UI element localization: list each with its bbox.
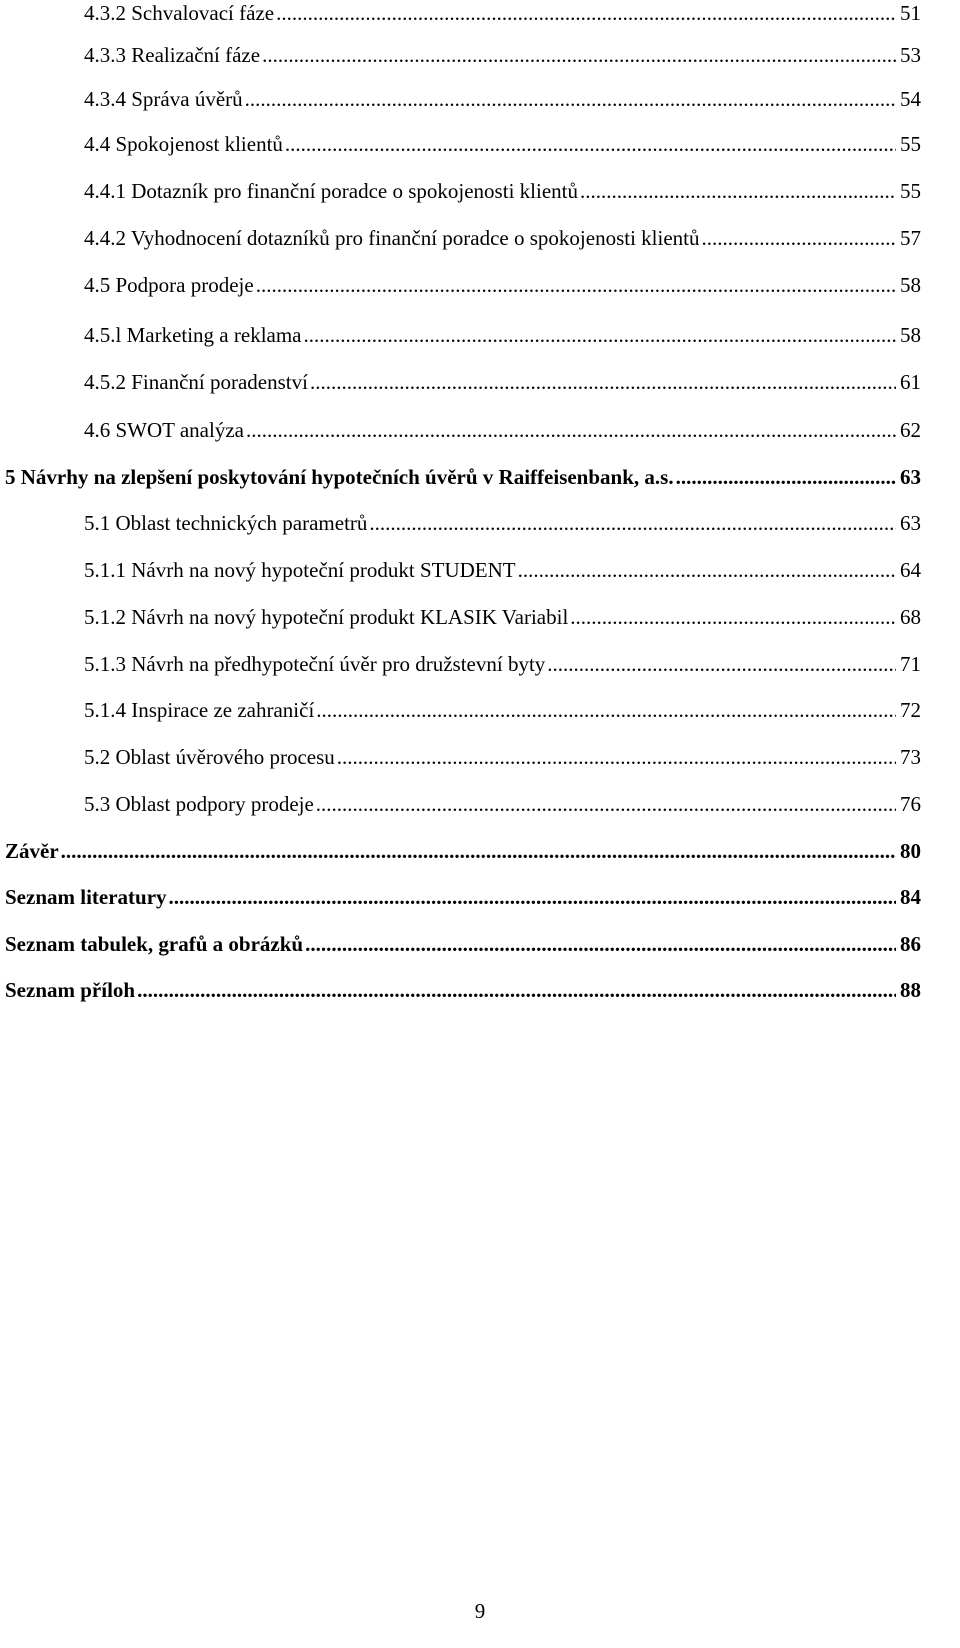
toc-entry-title: 4.5.l Marketing a reklama [84,323,302,347]
toc-entry-title: 5 Návrhy na zlepšení poskytování hypotečních úvěrů v Raiffeisenbank, a.s. [5,465,674,489]
toc-dot-leader [256,272,896,298]
toc-dot-leader [285,131,896,157]
toc-dot-leader [316,697,896,723]
toc-entry[interactable] [84,510,921,536]
toc-dot-leader [169,884,896,910]
toc-dot-leader [245,86,896,112]
toc-dot-leader [580,178,896,204]
toc-dot-leader [61,838,896,864]
toc-dot-leader [137,977,896,1003]
toc-entry-chapter[interactable] [5,884,921,910]
toc-dot-leader [304,322,896,348]
toc-entry-chapter[interactable] [5,838,921,864]
toc-entry-title: 4.4 Spokojenost klientů [84,132,283,156]
toc-entry[interactable] [84,86,921,112]
toc-entry-chapter[interactable] [5,464,921,490]
toc-entry-title: 4.3.3 Realizační fáze [84,43,261,67]
toc-entry[interactable] [84,272,921,298]
toc-entry[interactable] [84,42,921,68]
toc-entry-title: 4.3.4 Správa úvěrů [84,87,243,111]
toc-dot-leader [369,510,896,536]
toc-entry-title: 4.4.1 Dotazník pro finanční poradce o spokojenosti klientů [84,179,578,203]
toc-entry-title: 5.1 Oblast technických parametrů [84,511,368,535]
toc-entry-page: 64 [900,558,921,582]
toc-entry-title: Závěr [5,839,59,863]
toc-entry-chapter[interactable] [5,977,921,1003]
toc-entry-title: 5.1.1 Návrh na nový hypoteční produkt STUDENT [84,558,516,582]
toc-entry-title: 4.5.2 Finanční poradenství [84,370,308,394]
toc-dot-leader [305,931,896,957]
toc-entry-title: 5.1.4 Inspirace ze zahraničí [84,698,315,722]
toc-entry[interactable] [84,697,921,723]
toc-entry-title: 5.1.3 Návrh na předhypoteční úvěr pro družstevní byty [84,652,546,676]
toc-entry-page: 88 [900,978,921,1002]
toc-entry[interactable] [84,178,921,204]
toc-dot-leader [518,557,896,583]
toc-dot-leader [246,417,896,443]
toc-entry-page: 55 [900,132,921,156]
toc-entry-page: 62 [900,418,921,442]
toc-entry[interactable] [84,0,921,26]
toc-entry-title: 5.1.2 Návrh na nový hypoteční produkt KLASIK Variabil [84,605,569,629]
toc-dot-leader [337,744,896,770]
toc-entry-page: 68 [900,605,921,629]
toc-entry-title: Seznam tabulek, grafů a obrázků [5,932,304,956]
toc-entry[interactable] [84,322,921,348]
toc-dot-leader [276,0,896,26]
toc-dot-leader [570,604,896,630]
toc-entry-title: Seznam literatury [5,885,167,909]
toc-entry-title: 5.3 Oblast podpory prodeje [84,792,314,816]
toc-entry-page: 58 [900,273,921,297]
toc-entry[interactable] [84,225,921,251]
toc-dot-leader [702,225,897,251]
toc-entry-title: 4.5 Podpora prodeje [84,273,254,297]
toc-entry[interactable] [84,604,921,630]
toc-entry[interactable] [84,791,921,817]
toc-entry-title: 5.2 Oblast úvěrového procesu [84,745,335,769]
toc-entry-page: 86 [900,932,921,956]
toc-entry-title: 4.6 SWOT analýza [84,418,244,442]
toc-entry-page: 84 [900,885,921,909]
toc-entry-page: 53 [900,43,921,67]
toc-entry-page: 58 [900,323,921,347]
toc-dot-leader [316,791,896,817]
toc-entry-title: 4.4.2 Vyhodnocení dotazníků pro finanční poradce o spokojenosti klientů [84,226,700,250]
toc-entry[interactable] [84,651,921,677]
toc-entry-chapter[interactable] [5,931,921,957]
toc-entry-page: 76 [900,792,921,816]
toc-entry[interactable] [84,744,921,770]
toc-entry-page: 54 [900,87,921,111]
toc-entry-page: 63 [900,511,921,535]
toc-entry-page: 80 [900,839,921,863]
toc-dot-leader [676,464,896,490]
toc-entry[interactable] [84,131,921,157]
toc-entry-page: 73 [900,745,921,769]
toc-entry-title: 4.3.2 Schvalovací fáze [84,1,275,25]
toc-dot-leader [547,651,896,677]
toc-entry[interactable] [84,557,921,583]
toc-entry-page: 51 [900,1,921,25]
page-number: 9 [474,1599,486,1623]
toc-entry-page: 61 [900,370,921,394]
toc-entry-title: Seznam příloh [5,978,136,1002]
toc-entry[interactable] [84,417,921,443]
toc-dot-leader [262,42,896,68]
toc-entry-page: 72 [900,698,921,722]
toc-entry-page: 71 [900,652,921,676]
toc-entry-page: 63 [900,465,921,489]
toc-dot-leader [310,369,896,395]
toc-entry[interactable] [84,369,921,395]
toc-entry-page: 57 [900,226,921,250]
toc-entry-page: 55 [900,179,921,203]
